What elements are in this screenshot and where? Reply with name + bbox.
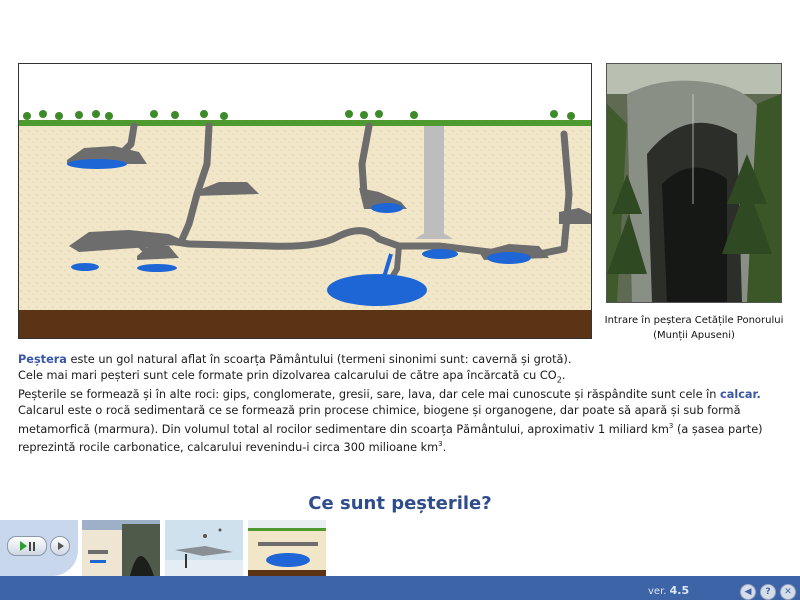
page-title: Ce sunt peșterile? [308,493,492,514]
grass-surface [19,120,591,126]
photo-caption-line2: (Munții Apuseni) [653,330,735,341]
play-pause-icon [20,541,35,551]
paragraph-3 [18,387,788,403]
back-button[interactable] [740,584,756,600]
help-button[interactable] [760,584,776,600]
thumbnail-cave-entrance[interactable] [82,520,160,576]
paragraph-1-text: este un gol natural aflat în scoarța Pământului (termeni sinonimi sunt: cavernă și grotă). [66,353,572,366]
next-arrow-icon [58,542,64,550]
close-icon: ✕ [784,587,792,597]
paragraph-4 [18,403,788,455]
version-prefix: ver. [648,586,667,597]
paragraph-4-mid: (a șasea parte) reprezintă rocile carbonatice, calcarului revenindu-i circa 300 milioane km [18,422,763,454]
help-icon: ? [765,587,771,597]
thumbnail-dripstone[interactable] [165,520,243,576]
version-number: 4.5 [669,584,690,597]
next-button[interactable] [50,536,70,556]
vertical-shaft [424,126,444,236]
version-label [648,584,689,597]
photo-caption [600,313,788,343]
co2-subscript: 2 [556,374,562,384]
paragraph-4-end: . [442,440,447,454]
km3-superscript-1: 3 [668,421,674,430]
paragraph-1 [18,352,788,368]
paragraph-2-end: . [561,368,566,382]
soil-layer [19,310,591,338]
description-text [18,352,788,455]
term-calcar: calcar. [720,388,761,402]
photo-caption-line1: Intrare în peștera Cetățile Ponorului [604,315,784,326]
paragraph-3-text: Peșterile se formează și în alte roci: gips, conglomerate, gresii, sare, lava, dar cele mai cunoscute și răspândite sunt cele în [18,388,721,402]
paragraph-4-text: Calcarul este o rocă sedimentară ce se formează prin procese chimice, biogene și organogene, dar poate să apară și sub formă metamorfică (marmura). Din volumul total al rocilor sedimentare din scoarța Pământului, aproximativ 1 miliard km [18,404,741,436]
thumbnail-cave-lake[interactable] [248,520,326,576]
cave-entrance-photo [606,63,782,303]
cave-diagram [18,63,592,339]
km3-superscript-2: 3 [438,439,443,448]
paragraph-2 [18,368,788,388]
paragraph-2-text: Cele mai mari peșteri sunt cele formate prin dizolvarea calcarului de către apa încărcată cu CO [18,368,557,382]
close-button[interactable] [780,584,796,600]
term-pestera: Peștera [18,353,67,366]
back-icon: ◀ [744,587,752,597]
play-pause-button[interactable] [7,536,47,556]
